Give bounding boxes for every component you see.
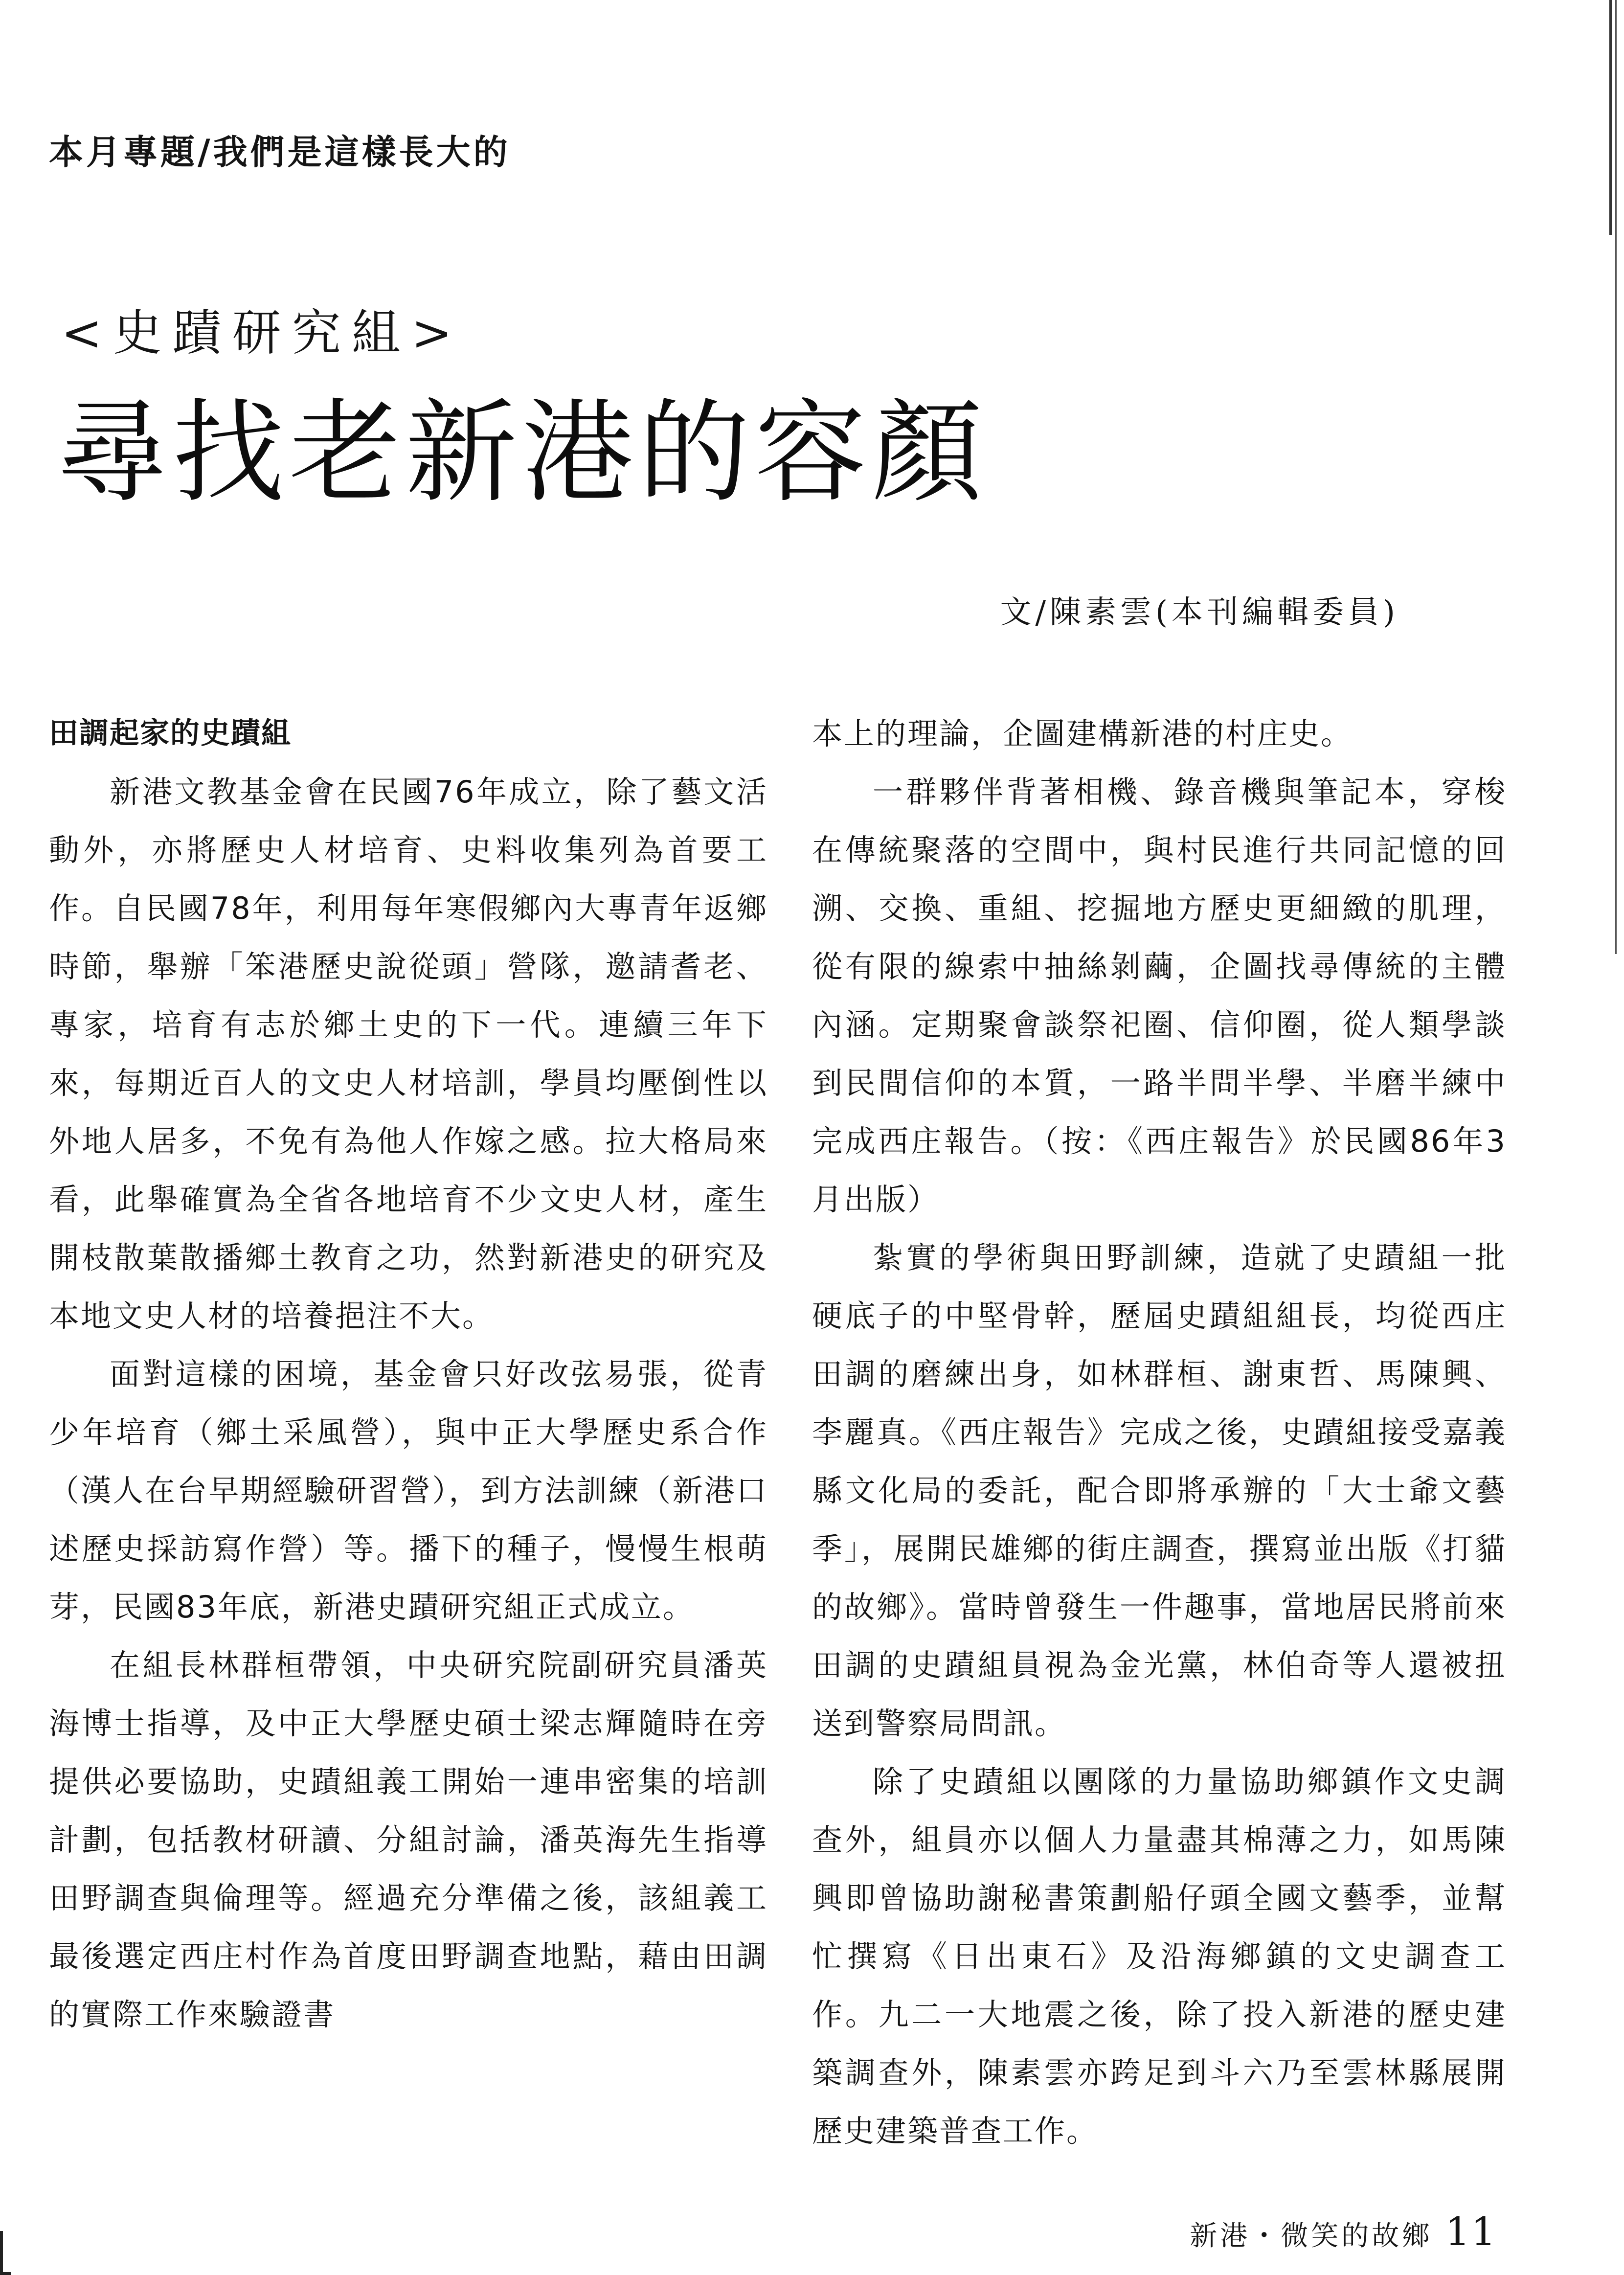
paragraph: 除了史蹟組以團隊的力量協助鄉鎮作文史調查外，組員亦以個人力量盡其棉薄之力，如馬陳興即曾協助謝秘書策劃船仔頭全國文藝季，並幫忙撰寫《日出東石》及沿海鄉鎮的文史調查工作。九二一大地震之後，除了投入新港的歷史建築調查外，陳素雲亦跨足到斗六乃至雲林縣展開歷史建築普查工作。 bbox=[812, 1764, 1507, 2149]
page-footer bbox=[1190, 2209, 1497, 2254]
right-column bbox=[812, 705, 1507, 2160]
scan-edge-mark bbox=[1615, 0, 1617, 954]
article-title: 尋找老新港的容顏 bbox=[56, 387, 988, 518]
paragraph: 在組長林群桓帶領，中央研究院副研究員潘英海博士指導，及中正大學歷史碩士梁志輝隨時在旁提供必要協助，史蹟組義工開始一連串密集的培訓計劃，包括教材研讀、分組討論，潘英海先生指導田野調查與倫理等。經過充分準備之後，該組義工最後選定西庄村作為首度田野調查地點，藉由田調的實際工作來驗證書 bbox=[49, 1647, 768, 2032]
paragraph: 新港文教基金會在民國76年成立，除了藝文活動外，亦將歷史人材培育、史料收集列為首要工作。自民國78年，利用每年寒假鄉內大專青年返鄉時節，舉辦「笨港歷史說從頭」營隊，邀請耆老、專家，培育有志於鄉土史的下一代。連續三年下來，每期近百人的文史人材培訓，學員均壓倒性以外地人居多，不免有為他人作嫁之感。拉大格局來看，此舉確實為全省各地培育不少文史人材，產生開枝散葉散播鄉土教育之功，然對新港史的研究及本地文史人材的培養挹注不大。 bbox=[49, 774, 768, 1334]
paragraph: 一群夥伴背著相機、錄音機與筆記本，穿梭在傳統聚落的空間中，與村民進行共同記憶的回溯、交換、重組、挖掘地方歷史更細緻的肌理，從有限的線索中抽絲剝繭，企圖找尋傳統的主體內涵。定期聚會談祭祀圈、信仰圈，從人類學談到民間信仰的本質，一路半問半學、半磨半練中完成西庄報告。（按：《西庄報告》於民國86年3月出版） bbox=[812, 774, 1507, 1217]
section-subheading: 田調起家的史蹟組 bbox=[49, 716, 292, 751]
running-title: 新港・微笑的故鄉 bbox=[1190, 2220, 1433, 2252]
page-number: 11 bbox=[1445, 2209, 1497, 2254]
byline: 文/陳素雲(本刊編輯委員) bbox=[1000, 594, 1399, 631]
paragraph: 紮實的學術與田野訓練，造就了史蹟組一批硬底子的中堅骨幹，歷屆史蹟組組長，均從西庄田調的磨練出身，如林群桓、謝東哲、馬陳興、李麗真。《西庄報告》完成之後，史蹟組接受嘉義縣文化局的委託，配合即將承辦的「大士爺文藝季」，展開民雄鄉的街庄調查，撰寫並出版《打貓的故鄉》。當時曾發生一件趣事，當地居民將前來田調的史蹟組員視為金光黨，林伯奇等人還被扭送到警察局問訊。 bbox=[812, 1240, 1507, 1741]
scan-edge-mark bbox=[1609, 0, 1612, 235]
paragraph: 面對這樣的困境，基金會只好改弦易張，從青少年培育（鄉土采風營），與中正大學歷史系合作（漢人在台早期經驗研習營），到方法訓練（新港口述歷史採訪寫作營）等。播下的種子，慢慢生根萌芽，民國83年底，新港史蹟研究組正式成立。 bbox=[49, 1356, 768, 1625]
scan-corner-mark bbox=[0, 2231, 11, 2275]
left-column bbox=[49, 705, 768, 2044]
paragraph-continuation: 本上的理論，企圖建構新港的村庄史。 bbox=[812, 716, 1353, 751]
series-heading: 本月專題/我們是這樣長大的 bbox=[49, 132, 511, 172]
group-heading: <史蹟研究組> bbox=[61, 304, 463, 362]
